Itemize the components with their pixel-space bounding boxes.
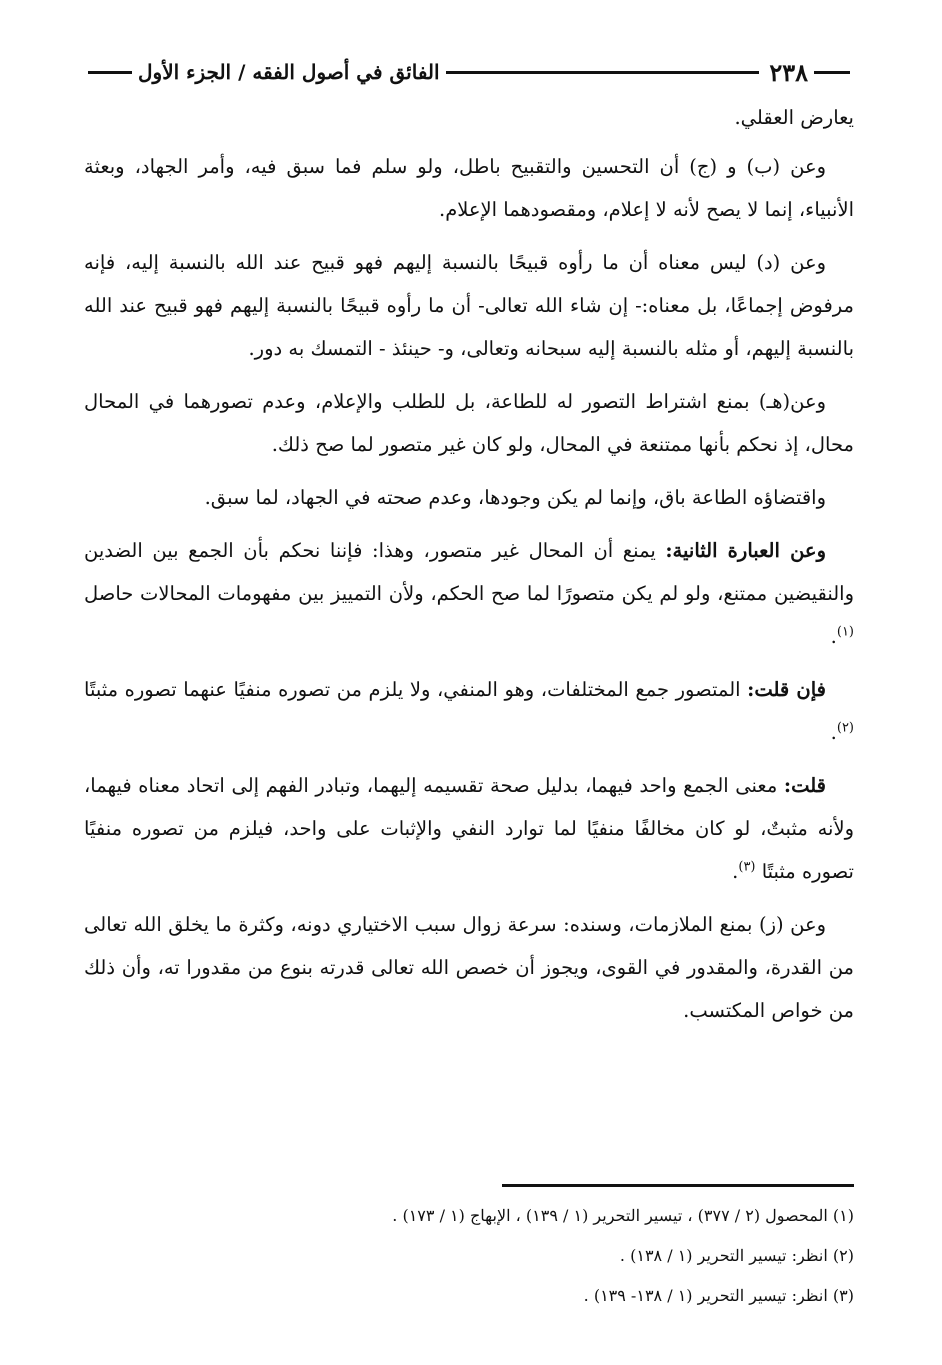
page-number: ٢٣٨ <box>769 57 808 87</box>
paragraph: واقتضاؤه الطاعة باق، وإنما لم يكن وجودها، وعدم صحته في الجهاد، لما سبق. <box>204 486 826 509</box>
footnote-ref: (٢) <box>836 720 854 736</box>
running-header <box>82 54 850 90</box>
header-rule-middle <box>446 71 760 74</box>
paragraph-lead: فإن قلت: <box>747 678 826 701</box>
paragraph-text: المتصور جمع المختلفات، وهو المنفي، ولا يلزم من تصوره منفيًا عنهما تصوره مثبتًا <box>84 678 748 701</box>
paragraph: وعن العبارة الثانية: يمنع أن المحال غير متصور، وهذا: فإننا نحكم بأن الجمع بين الضدين والنقيضين ممتنع، ولو لم يكن متصورًا لما صح الحكم، ولأن التمييز بين مفهومات المحالات حاصل $^{(١)}$. <box>84 539 854 648</box>
header-rule-left <box>88 71 132 74</box>
footnote-ref: (٣) <box>738 859 756 875</box>
paragraph: وعن (ز) بمنع الملازمات، وسنده: سرعة زوال سبب الاختياري دونه، وكثرة ما يخلق الله تعالى من القدرة، والمقدور في القوى، ويجوز أن خصص الله تعالى قدرته بنوع من مقدورا ته، وأن ذلك من خواص المكتسب. <box>84 913 854 1022</box>
paragraph: يعارض العقلي. <box>734 106 854 129</box>
paragraph: وعن(هـ) بمنع اشتراط التصور له للطاعة، بل للطلب والإعلام، وعدم تصورهما في المحال محال، إذ نحكم بأنها ممتنعة في المحال، ولو كان غير متصور لما صح ذلك. <box>84 390 854 456</box>
paragraph-text: معنى الجمع واحد فيهما، بدليل صحة تقسيمه إليهما، وتبادر الفهم إلى اتحاد معناه فيهما، ولأنه مثبتٌ، لو كان مخالفًا منفيًا لما توارد النفي والإثبات على واحد، فيلزم من تصوره منفيًا تصوره مثبتًا <box>84 774 854 883</box>
header-rule-right <box>814 71 850 74</box>
paragraph-text: يمنع أن المحال غير متصور، وهذا: فإننا نحكم بأن الجمع بين الضدين والنقيضين ممتنع، ولو لم يكن متصورًا لما صح الحكم، ولأن التمييز بين مفهومات المحالات حاصل <box>84 539 854 605</box>
footnote: (١) المحصول (٢ / ٣٧٧) ، تيسير التحرير (١ / ١٣٩) ، الإبهاج (١ / ١٧٣) . <box>392 1206 854 1225</box>
paragraph: وعن (ب) و (ج) أن التحسين والتقبيح باطل، ولو سلم فما سبق فيه، وأمر الجهاد، وبعثة الأنبياء، إنما لا يصح لأنه لا إعلام، ومقصودهما الإعلام. <box>84 155 854 221</box>
book-title: الفائق في أصول الفقه / الجزء الأول <box>138 60 440 84</box>
footnotes <box>84 1196 854 1316</box>
footnote-separator <box>502 1184 854 1187</box>
paragraph-lead: وعن العبارة الثانية: <box>665 539 826 562</box>
footnote-ref: (١) <box>836 624 854 640</box>
footnote: (٣) انظر: تيسير التحرير (١ / ١٣٨- ١٣٩) . <box>583 1286 854 1305</box>
paragraph: فإن قلت: المتصور جمع المختلفات، وهو المنفي، ولا يلزم من تصوره منفيًا عنهما تصوره مثبتًا $^{(٢)}$. <box>84 678 854 744</box>
paragraph: وعن (د) ليس معناه أن ما رأوه قبيحًا بالنسبة إليهم فهو قبيح عند الله بالنسبة إليه، فإنه مرفوض إجماعًا، بل معناه:- إن شاء الله تعالى- أن ما رأوه قبيحًا بالنسبة إليهم فهو قبيح عند الله بالنسبة إليهم، أو مثله بالنسبة إليه سبحانه وتعالى، و- حينئذ - التمسك به دور. <box>84 251 854 360</box>
paragraph-lead: قلت: <box>783 774 826 797</box>
footnote: (٢) انظر: تيسير التحرير (١ / ١٣٨) . <box>619 1246 854 1265</box>
main-text <box>84 96 854 1042</box>
paragraph: قلت: معنى الجمع واحد فيهما، بدليل صحة تقسيمه إليهما، وتبادر الفهم إلى اتحاد معناه فيهما، ولأنه مثبتٌ، لو كان مخالفًا منفيًا لما توارد النفي والإثبات على واحد، فيلزم من تصوره منفيًا تصوره مثبتًا $^{(٣)}$. <box>84 774 854 883</box>
